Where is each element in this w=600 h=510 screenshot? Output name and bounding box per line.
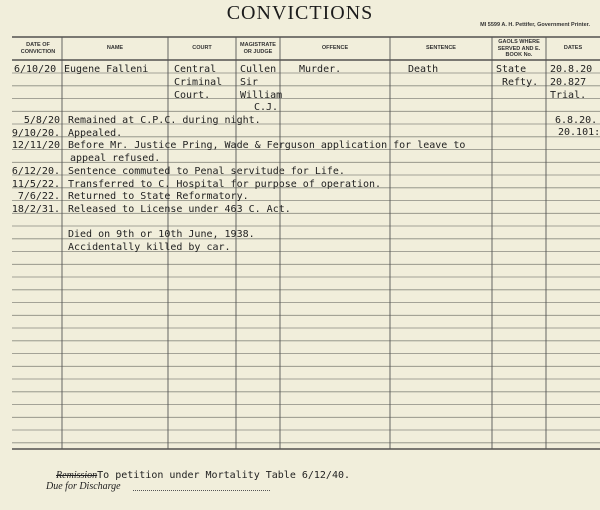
entry-text: Before Mr. Justice Pring, Wade & Ferguson application for leave to xyxy=(68,140,466,152)
record-sentence: Death xyxy=(408,64,439,75)
record-date: 6/10/20 xyxy=(14,64,57,75)
entry-text: Died on 9th or 10th June, 1938. xyxy=(68,229,255,241)
footer-note-text: To petition under Mortality Table 6/12/40. xyxy=(97,470,351,481)
record-magistrate-line: C.J. xyxy=(254,102,279,113)
col-header-gaols: GAOLS WHERE SERVED AND E. BOOK No. xyxy=(497,39,541,58)
entry-text: appeal refused. xyxy=(70,153,161,165)
entry-date: 12/11/20 xyxy=(11,140,60,152)
record-magistrate-line: Cullen xyxy=(240,64,277,75)
entry-text: Appealed. xyxy=(68,127,123,139)
entry-date: 18/2/31. xyxy=(11,203,60,215)
record-gaol-line: Refty. xyxy=(502,77,539,88)
col-header-court: COURT xyxy=(192,45,212,51)
entry-text: Remained at C.P.C. during night. xyxy=(68,115,261,126)
record-gaol-line: State xyxy=(496,64,527,75)
entry-text: Returned to State Reformatory. xyxy=(68,191,249,203)
record-name: Eugene Falleni xyxy=(64,64,149,75)
col-header-offence: OFFENCE xyxy=(321,45,349,51)
record-court-line: Court. xyxy=(174,90,211,101)
col-header-dates: DATES xyxy=(563,45,583,51)
struck-word: Remission xyxy=(56,470,98,481)
record-court-line: Central xyxy=(174,64,217,75)
record-court-line: Criminal xyxy=(174,77,223,88)
entry-date: 11/5/22. xyxy=(11,178,60,190)
right-date: 20.101: xyxy=(558,127,600,138)
col-header-name: NAME xyxy=(106,45,124,51)
entry-text: Released to License under 463 C. Act. xyxy=(68,203,291,215)
record-dates-line: 20.827 xyxy=(550,77,587,88)
entry-date: 6/12/20. xyxy=(11,165,60,177)
col-header-date: DATE OF CONVICTION xyxy=(20,42,56,55)
printer-imprint: MI 5599 A. H. Pettifer, Government Printer. xyxy=(480,22,590,28)
right-date: 6.8.20. xyxy=(555,115,598,126)
entry-text: Transferred to C. Hospital for purpose of operation. xyxy=(68,178,382,190)
record-magistrate-line: Sir xyxy=(240,77,259,88)
col-header-magistrate: MAGISTRATE OR JUDGE xyxy=(240,42,276,55)
entry-date: 7/6/22. xyxy=(17,191,60,203)
card-title: CONVICTIONS xyxy=(226,2,374,24)
record-magistrate-line: William xyxy=(240,90,283,101)
footer-note xyxy=(44,459,350,481)
entry-date: 5/8/20 xyxy=(23,115,60,126)
col-header-sentence: SENTENCE xyxy=(426,45,456,51)
record-offence: Murder. xyxy=(299,64,342,75)
entry-text: Accidentally killed by car. xyxy=(68,242,231,253)
discharge-dotted-line xyxy=(133,490,270,491)
record-dates-line: Trial. xyxy=(550,90,587,101)
record-dates-line: 20.8.20 xyxy=(550,64,593,75)
entry-text: Sentence commuted to Penal servitude for Life. xyxy=(68,165,345,177)
due-for-discharge-label: Due for Discharge xyxy=(46,481,121,492)
entry-date: 9/10/20. xyxy=(11,127,60,139)
